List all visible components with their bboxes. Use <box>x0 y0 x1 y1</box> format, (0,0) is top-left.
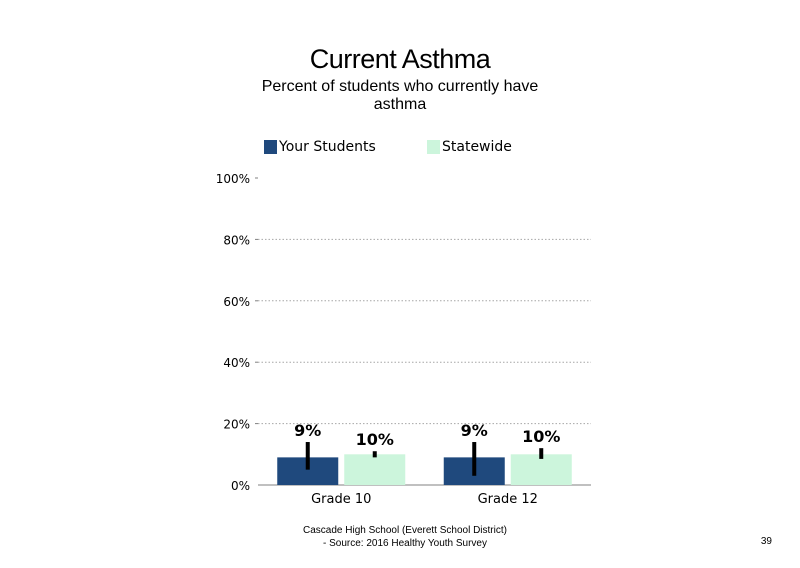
bar-statewide <box>344 454 405 485</box>
chart-subtitle: Percent of students who currently have asthma <box>261 78 539 113</box>
legend-label-your-students: Your Students <box>279 139 376 155</box>
footer-line-1: Cascade High School (Everett School District) <box>303 525 507 536</box>
data-label: 10% <box>355 430 394 450</box>
y-tick-label: 40% <box>223 356 250 371</box>
x-tick-label: Grade 12 <box>477 492 538 507</box>
page-number: 39 <box>760 536 772 547</box>
data-label: 10% <box>522 427 561 447</box>
footer-source <box>250 524 560 550</box>
footer-line-2: - Source: 2016 Healthy Youth Survey <box>323 538 487 549</box>
x-tick-label: Grade 10 <box>311 492 372 507</box>
data-label: 9% <box>460 421 488 441</box>
data-label: 9% <box>294 421 322 441</box>
y-tick-label: 0% <box>230 479 250 493</box>
y-tick-label: 100% <box>215 172 250 186</box>
legend-label-statewide: Statewide <box>442 139 512 155</box>
chart-title: Current Asthma <box>309 44 491 74</box>
y-tick-label: 60% <box>223 294 250 309</box>
y-tick-label: 20% <box>223 417 250 432</box>
y-tick-label: 80% <box>223 233 250 248</box>
